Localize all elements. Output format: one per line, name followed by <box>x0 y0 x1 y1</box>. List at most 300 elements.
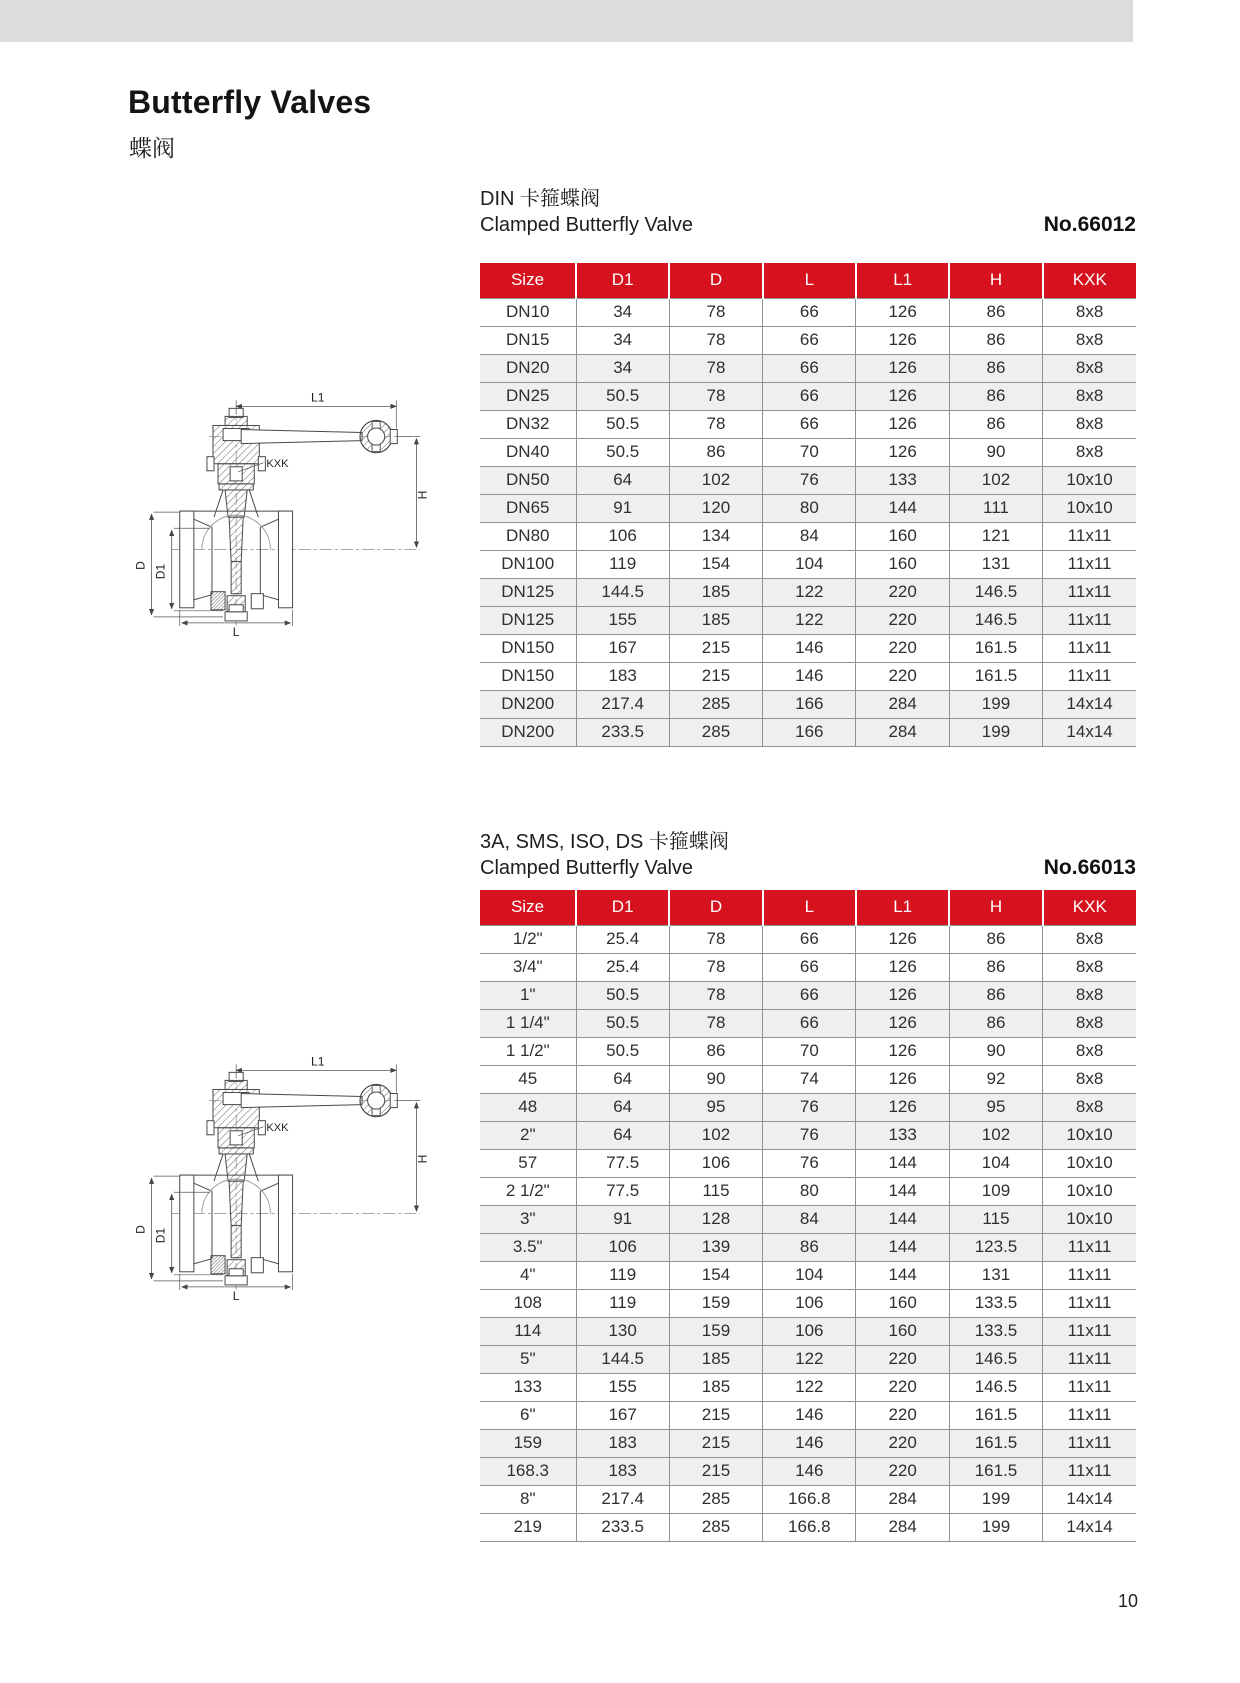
table-cell: 10x10 <box>1043 466 1136 494</box>
section1-title-en: Clamped Butterfly Valve <box>480 214 694 236</box>
section2-heading <box>480 829 1136 881</box>
table-cell: 183 <box>576 1457 669 1485</box>
table-cell: 154 <box>669 550 762 578</box>
table-row <box>480 410 1136 438</box>
table-cell: 122 <box>763 1373 856 1401</box>
table-cell: 114 <box>480 1317 576 1345</box>
valve-technical-drawing-2 <box>116 1022 454 1302</box>
table-cell: 11x11 <box>1043 578 1136 606</box>
dim-label-l: L <box>232 624 240 638</box>
table-cell: 185 <box>669 1373 762 1401</box>
table-cell: 220 <box>856 662 949 690</box>
table-cell: 144 <box>856 1205 949 1233</box>
table-cell: DN200 <box>480 690 576 718</box>
table-row <box>480 953 1136 981</box>
table-cell: 102 <box>949 1121 1042 1149</box>
table-row <box>480 1485 1136 1513</box>
table-cell: 102 <box>669 466 762 494</box>
table-cell: 123.5 <box>949 1233 1042 1261</box>
table-cell: 66 <box>763 953 856 981</box>
table-cell: 154 <box>669 1261 762 1289</box>
table-cell: 11x11 <box>1043 1261 1136 1289</box>
table-cell: 34 <box>576 326 669 354</box>
table-cell: 183 <box>576 1429 669 1457</box>
table-cell: 285 <box>669 718 762 746</box>
table-cell: 91 <box>576 1205 669 1233</box>
table-cell: DN80 <box>480 522 576 550</box>
table-cell: 284 <box>856 1513 949 1541</box>
table-cell: 106 <box>576 522 669 550</box>
table-cell: 10x10 <box>1043 1121 1136 1149</box>
table-cell: 11x11 <box>1043 1345 1136 1373</box>
table-row <box>480 981 1136 1009</box>
table-cell: 233.5 <box>576 718 669 746</box>
table-cell: 77.5 <box>576 1149 669 1177</box>
table-cell: 159 <box>669 1289 762 1317</box>
table-cell: 166 <box>763 690 856 718</box>
table-cell: 86 <box>949 354 1042 382</box>
table-cell: 168.3 <box>480 1457 576 1485</box>
table-cell: 14x14 <box>1043 718 1136 746</box>
table-cell: 92 <box>949 1065 1042 1093</box>
table-cell: 285 <box>669 1485 762 1513</box>
table-cell: 91 <box>576 494 669 522</box>
table-cell: 48 <box>480 1093 576 1121</box>
table-cell: 11x11 <box>1043 522 1136 550</box>
table-cell: 126 <box>856 438 949 466</box>
table-cell: 121 <box>949 522 1042 550</box>
table-row <box>480 718 1136 746</box>
table-cell: 78 <box>669 1009 762 1037</box>
table-cell: 11x11 <box>1043 1233 1136 1261</box>
table-cell: 133.5 <box>949 1289 1042 1317</box>
table-cell: 122 <box>763 578 856 606</box>
table-cell: 159 <box>480 1429 576 1457</box>
table-cell: 155 <box>576 1373 669 1401</box>
table-cell: 131 <box>949 550 1042 578</box>
table-cell: 78 <box>669 410 762 438</box>
table-cell: 14x14 <box>1043 1513 1136 1541</box>
table-cell: 146 <box>763 1429 856 1457</box>
table-cell: 119 <box>576 1289 669 1317</box>
table-cell: DN50 <box>480 466 576 494</box>
table-row <box>480 1401 1136 1429</box>
table-cell: 115 <box>669 1177 762 1205</box>
table-cell: 11x11 <box>1043 1373 1136 1401</box>
column-header: H <box>949 263 1042 298</box>
table-cell: 199 <box>949 1485 1042 1513</box>
table-cell: 126 <box>856 298 949 326</box>
table-cell: 8x8 <box>1043 410 1136 438</box>
table-cell: 10x10 <box>1043 1177 1136 1205</box>
table-cell: 215 <box>669 1429 762 1457</box>
table-cell: 84 <box>763 1205 856 1233</box>
table-cell: 106 <box>763 1289 856 1317</box>
table-cell: 10x10 <box>1043 1205 1136 1233</box>
table-cell: 146.5 <box>949 578 1042 606</box>
table-cell: 119 <box>576 1261 669 1289</box>
table-row <box>480 494 1136 522</box>
table-cell: 64 <box>576 466 669 494</box>
table-cell: 133 <box>856 466 949 494</box>
table-cell: DN65 <box>480 494 576 522</box>
table-cell: 95 <box>669 1093 762 1121</box>
table-cell: 66 <box>763 382 856 410</box>
din-valve-table <box>480 263 1136 747</box>
table-row <box>480 550 1136 578</box>
table-cell: 2" <box>480 1121 576 1149</box>
table-cell: 3.5" <box>480 1233 576 1261</box>
table-cell: 86 <box>949 953 1042 981</box>
table-cell: 199 <box>949 718 1042 746</box>
table-cell: DN10 <box>480 298 576 326</box>
table-cell: 11x11 <box>1043 1429 1136 1457</box>
table-cell: 50.5 <box>576 382 669 410</box>
table-cell: 57 <box>480 1149 576 1177</box>
table-cell: 128 <box>669 1205 762 1233</box>
table-cell: 161.5 <box>949 1401 1042 1429</box>
table-cell: 80 <box>763 494 856 522</box>
column-header: D <box>669 890 762 925</box>
table-row <box>480 1149 1136 1177</box>
table-cell: 86 <box>669 438 762 466</box>
table-cell: 185 <box>669 606 762 634</box>
table-row <box>480 354 1136 382</box>
table-cell: DN125 <box>480 578 576 606</box>
table-cell: 78 <box>669 981 762 1009</box>
table-cell: 144 <box>856 1261 949 1289</box>
table-row <box>480 522 1136 550</box>
table-cell: 78 <box>669 382 762 410</box>
table-cell: 217.4 <box>576 1485 669 1513</box>
valve-technical-drawing-1 <box>116 358 454 638</box>
table-cell: 50.5 <box>576 1037 669 1065</box>
table-cell: 133.5 <box>949 1317 1042 1345</box>
table-cell: 80 <box>763 1177 856 1205</box>
table-cell: 199 <box>949 1513 1042 1541</box>
table-cell: 131 <box>949 1261 1042 1289</box>
table-cell: 285 <box>669 1513 762 1541</box>
table-cell: 11x11 <box>1043 1289 1136 1317</box>
table-row <box>480 1345 1136 1373</box>
table-cell: 70 <box>763 1037 856 1065</box>
table-cell: 64 <box>576 1093 669 1121</box>
table-cell: 64 <box>576 1065 669 1093</box>
table-cell: 3/4" <box>480 953 576 981</box>
table-cell: 86 <box>763 1233 856 1261</box>
table-cell: 120 <box>669 494 762 522</box>
table-cell: DN40 <box>480 438 576 466</box>
table-cell: 90 <box>949 1037 1042 1065</box>
table-cell: 11x11 <box>1043 1457 1136 1485</box>
header-row <box>480 263 1136 298</box>
table-cell: 11x11 <box>1043 606 1136 634</box>
table-cell: 220 <box>856 634 949 662</box>
table-cell: 144 <box>856 1149 949 1177</box>
table-cell: 220 <box>856 1345 949 1373</box>
table-cell: 161.5 <box>949 634 1042 662</box>
table-cell: 220 <box>856 606 949 634</box>
table-cell: 126 <box>856 1037 949 1065</box>
column-header: H <box>949 890 1042 925</box>
table-cell: 185 <box>669 578 762 606</box>
table-cell: 146 <box>763 634 856 662</box>
table-cell: 217.4 <box>576 690 669 718</box>
table-cell: 64 <box>576 1121 669 1149</box>
column-header: L <box>763 890 856 925</box>
column-header: Size <box>480 890 576 925</box>
table-cell: 104 <box>763 1261 856 1289</box>
table-cell: 106 <box>763 1317 856 1345</box>
table-cell: 2 1/2" <box>480 1177 576 1205</box>
table-cell: 122 <box>763 606 856 634</box>
table-cell: 146.5 <box>949 606 1042 634</box>
table-cell: DN150 <box>480 662 576 690</box>
table-cell: 220 <box>856 1429 949 1457</box>
table-cell: 78 <box>669 326 762 354</box>
column-header: D <box>669 263 762 298</box>
table-cell: 95 <box>949 1093 1042 1121</box>
table-cell: 84 <box>763 522 856 550</box>
table-cell: 161.5 <box>949 1429 1042 1457</box>
table-row <box>480 1261 1136 1289</box>
sms-valve-table-wrap <box>480 890 1136 1542</box>
table-cell: 50.5 <box>576 981 669 1009</box>
table-row <box>480 1373 1136 1401</box>
column-header: L1 <box>856 263 949 298</box>
table-cell: 144.5 <box>576 578 669 606</box>
table-cell: 102 <box>669 1121 762 1149</box>
table-cell: 139 <box>669 1233 762 1261</box>
din-valve-table-wrap <box>480 263 1136 747</box>
table-cell: 108 <box>480 1289 576 1317</box>
table-cell: 146 <box>763 662 856 690</box>
table-cell: 10x10 <box>1043 494 1136 522</box>
table-cell: 167 <box>576 634 669 662</box>
table-cell: 8x8 <box>1043 382 1136 410</box>
table-cell: 66 <box>763 354 856 382</box>
table-cell: 146 <box>763 1457 856 1485</box>
table-cell: 8" <box>480 1485 576 1513</box>
table-cell: 8x8 <box>1043 1093 1136 1121</box>
section2-title-en: Clamped Butterfly Valve <box>480 857 694 879</box>
table-cell: 166 <box>763 718 856 746</box>
table-cell: DN32 <box>480 410 576 438</box>
section2-title-cn: 3A, SMS, ISO, DS 卡箍蝶阀 <box>480 831 729 853</box>
table-cell: 86 <box>949 1009 1042 1037</box>
table-cell: 185 <box>669 1345 762 1373</box>
table-cell: 25.4 <box>576 925 669 953</box>
table-row <box>480 1177 1136 1205</box>
page-subtitle-cn: 蝶阀 <box>129 135 175 161</box>
table-cell: 220 <box>856 578 949 606</box>
table-cell: 130 <box>576 1317 669 1345</box>
dim-label-h: H <box>415 490 430 500</box>
table-cell: 70 <box>763 438 856 466</box>
table-cell: 66 <box>763 298 856 326</box>
table-cell: 86 <box>949 981 1042 1009</box>
table-cell: 11x11 <box>1043 1317 1136 1345</box>
table-cell: DN125 <box>480 606 576 634</box>
dim-label-d: D <box>133 561 148 570</box>
column-header: D1 <box>576 263 669 298</box>
table-cell: 66 <box>763 925 856 953</box>
table-cell: 146.5 <box>949 1373 1042 1401</box>
table-row <box>480 925 1136 953</box>
table-cell: 215 <box>669 634 762 662</box>
section1-model-no: No.66012 <box>1043 213 1136 236</box>
table-row <box>480 1429 1136 1457</box>
table-cell: 126 <box>856 981 949 1009</box>
table-cell: 166.8 <box>763 1513 856 1541</box>
table-cell: 166.8 <box>763 1485 856 1513</box>
table-cell: 219 <box>480 1513 576 1541</box>
table-cell: 126 <box>856 1009 949 1037</box>
table-cell: 10x10 <box>1043 1149 1136 1177</box>
table-cell: 11x11 <box>1043 662 1136 690</box>
table-cell: 220 <box>856 1373 949 1401</box>
table-cell: 86 <box>949 326 1042 354</box>
table-row <box>480 1093 1136 1121</box>
table-cell: 160 <box>856 1289 949 1317</box>
header-row <box>480 890 1136 925</box>
page-title: Butterfly Valves <box>128 84 372 120</box>
table-cell: 3" <box>480 1205 576 1233</box>
table-row <box>480 298 1136 326</box>
table-cell: 183 <box>576 662 669 690</box>
table-cell: DN150 <box>480 634 576 662</box>
table-cell: 34 <box>576 298 669 326</box>
table-cell: 78 <box>669 354 762 382</box>
table-cell: 50.5 <box>576 410 669 438</box>
table-cell: 8x8 <box>1043 1037 1136 1065</box>
table-row <box>480 1009 1136 1037</box>
column-header: KXK <box>1043 890 1136 925</box>
table-cell: 161.5 <box>949 662 1042 690</box>
table-cell: 14x14 <box>1043 1485 1136 1513</box>
table-cell: 144.5 <box>576 1345 669 1373</box>
table-cell: 14x14 <box>1043 690 1136 718</box>
table-cell: DN200 <box>480 718 576 746</box>
column-header: Size <box>480 263 576 298</box>
table-row <box>480 466 1136 494</box>
table-cell: 50.5 <box>576 438 669 466</box>
table-row <box>480 1513 1136 1541</box>
table-cell: 106 <box>669 1149 762 1177</box>
table-cell: 126 <box>856 925 949 953</box>
table-cell: 77.5 <box>576 1177 669 1205</box>
table-cell: 5" <box>480 1345 576 1373</box>
table-cell: DN100 <box>480 550 576 578</box>
table-cell: DN15 <box>480 326 576 354</box>
table-cell: 86 <box>949 925 1042 953</box>
table-cell: 76 <box>763 1121 856 1149</box>
table-cell: DN20 <box>480 354 576 382</box>
table-cell: 220 <box>856 1457 949 1485</box>
table-row <box>480 1457 1136 1485</box>
table-cell: 133 <box>856 1121 949 1149</box>
table-cell: 144 <box>856 494 949 522</box>
table-row <box>480 1205 1136 1233</box>
table-cell: 8x8 <box>1043 981 1136 1009</box>
table-cell: 86 <box>949 410 1042 438</box>
table-cell: 122 <box>763 1345 856 1373</box>
table-cell: 284 <box>856 690 949 718</box>
table-cell: 160 <box>856 550 949 578</box>
table-cell: 285 <box>669 690 762 718</box>
table-cell: 78 <box>669 925 762 953</box>
table-cell: 1 1/2" <box>480 1037 576 1065</box>
table-cell: 6" <box>480 1401 576 1429</box>
table-cell: 144 <box>856 1177 949 1205</box>
sms-valve-table <box>480 890 1136 1542</box>
table-cell: 104 <box>763 550 856 578</box>
table-cell: 66 <box>763 1009 856 1037</box>
section1-title-cn: DIN 卡箍蝶阀 <box>480 188 600 210</box>
table-cell: 4" <box>480 1261 576 1289</box>
table-cell: 126 <box>856 354 949 382</box>
table-cell: 104 <box>949 1149 1042 1177</box>
table-cell: 144 <box>856 1233 949 1261</box>
table-row <box>480 1317 1136 1345</box>
page-header-bar <box>0 0 1133 42</box>
table-row <box>480 578 1136 606</box>
table-cell: 8x8 <box>1043 953 1136 981</box>
table-cell: 66 <box>763 410 856 438</box>
column-header: L1 <box>856 890 949 925</box>
table-row <box>480 326 1136 354</box>
table-cell: 199 <box>949 690 1042 718</box>
table-cell: 86 <box>669 1037 762 1065</box>
table-cell: 1 1/4" <box>480 1009 576 1037</box>
table-cell: 160 <box>856 522 949 550</box>
table-cell: 215 <box>669 1401 762 1429</box>
table-row <box>480 382 1136 410</box>
table-cell: 90 <box>949 438 1042 466</box>
table-cell: 78 <box>669 298 762 326</box>
table-cell: 284 <box>856 1485 949 1513</box>
table-row <box>480 634 1136 662</box>
table-cell: 155 <box>576 606 669 634</box>
table-cell: 126 <box>856 1093 949 1121</box>
table-cell: 126 <box>856 326 949 354</box>
table-row <box>480 1065 1136 1093</box>
table-cell: 220 <box>856 1401 949 1429</box>
table-cell: 11x11 <box>1043 1401 1136 1429</box>
table-cell: DN25 <box>480 382 576 410</box>
dim-label-l1: L1 <box>311 390 325 405</box>
table-cell: 126 <box>856 410 949 438</box>
table-cell: 90 <box>669 1065 762 1093</box>
page-number: 10 <box>1117 1591 1138 1611</box>
table-cell: 76 <box>763 466 856 494</box>
table-cell: 133 <box>480 1373 576 1401</box>
column-header: D1 <box>576 890 669 925</box>
section2-model-no: No.66013 <box>1043 856 1136 879</box>
table-cell: 25.4 <box>576 953 669 981</box>
table-cell: 1/2" <box>480 925 576 953</box>
table-cell: 8x8 <box>1043 298 1136 326</box>
table-cell: 126 <box>856 382 949 410</box>
table-cell: 115 <box>949 1205 1042 1233</box>
table-cell: 233.5 <box>576 1513 669 1541</box>
table-cell: 50.5 <box>576 1009 669 1037</box>
table-cell: 78 <box>669 953 762 981</box>
section1-heading <box>480 186 1136 238</box>
table-row <box>480 1037 1136 1065</box>
table-cell: 8x8 <box>1043 438 1136 466</box>
table-cell: 161.5 <box>949 1457 1042 1485</box>
